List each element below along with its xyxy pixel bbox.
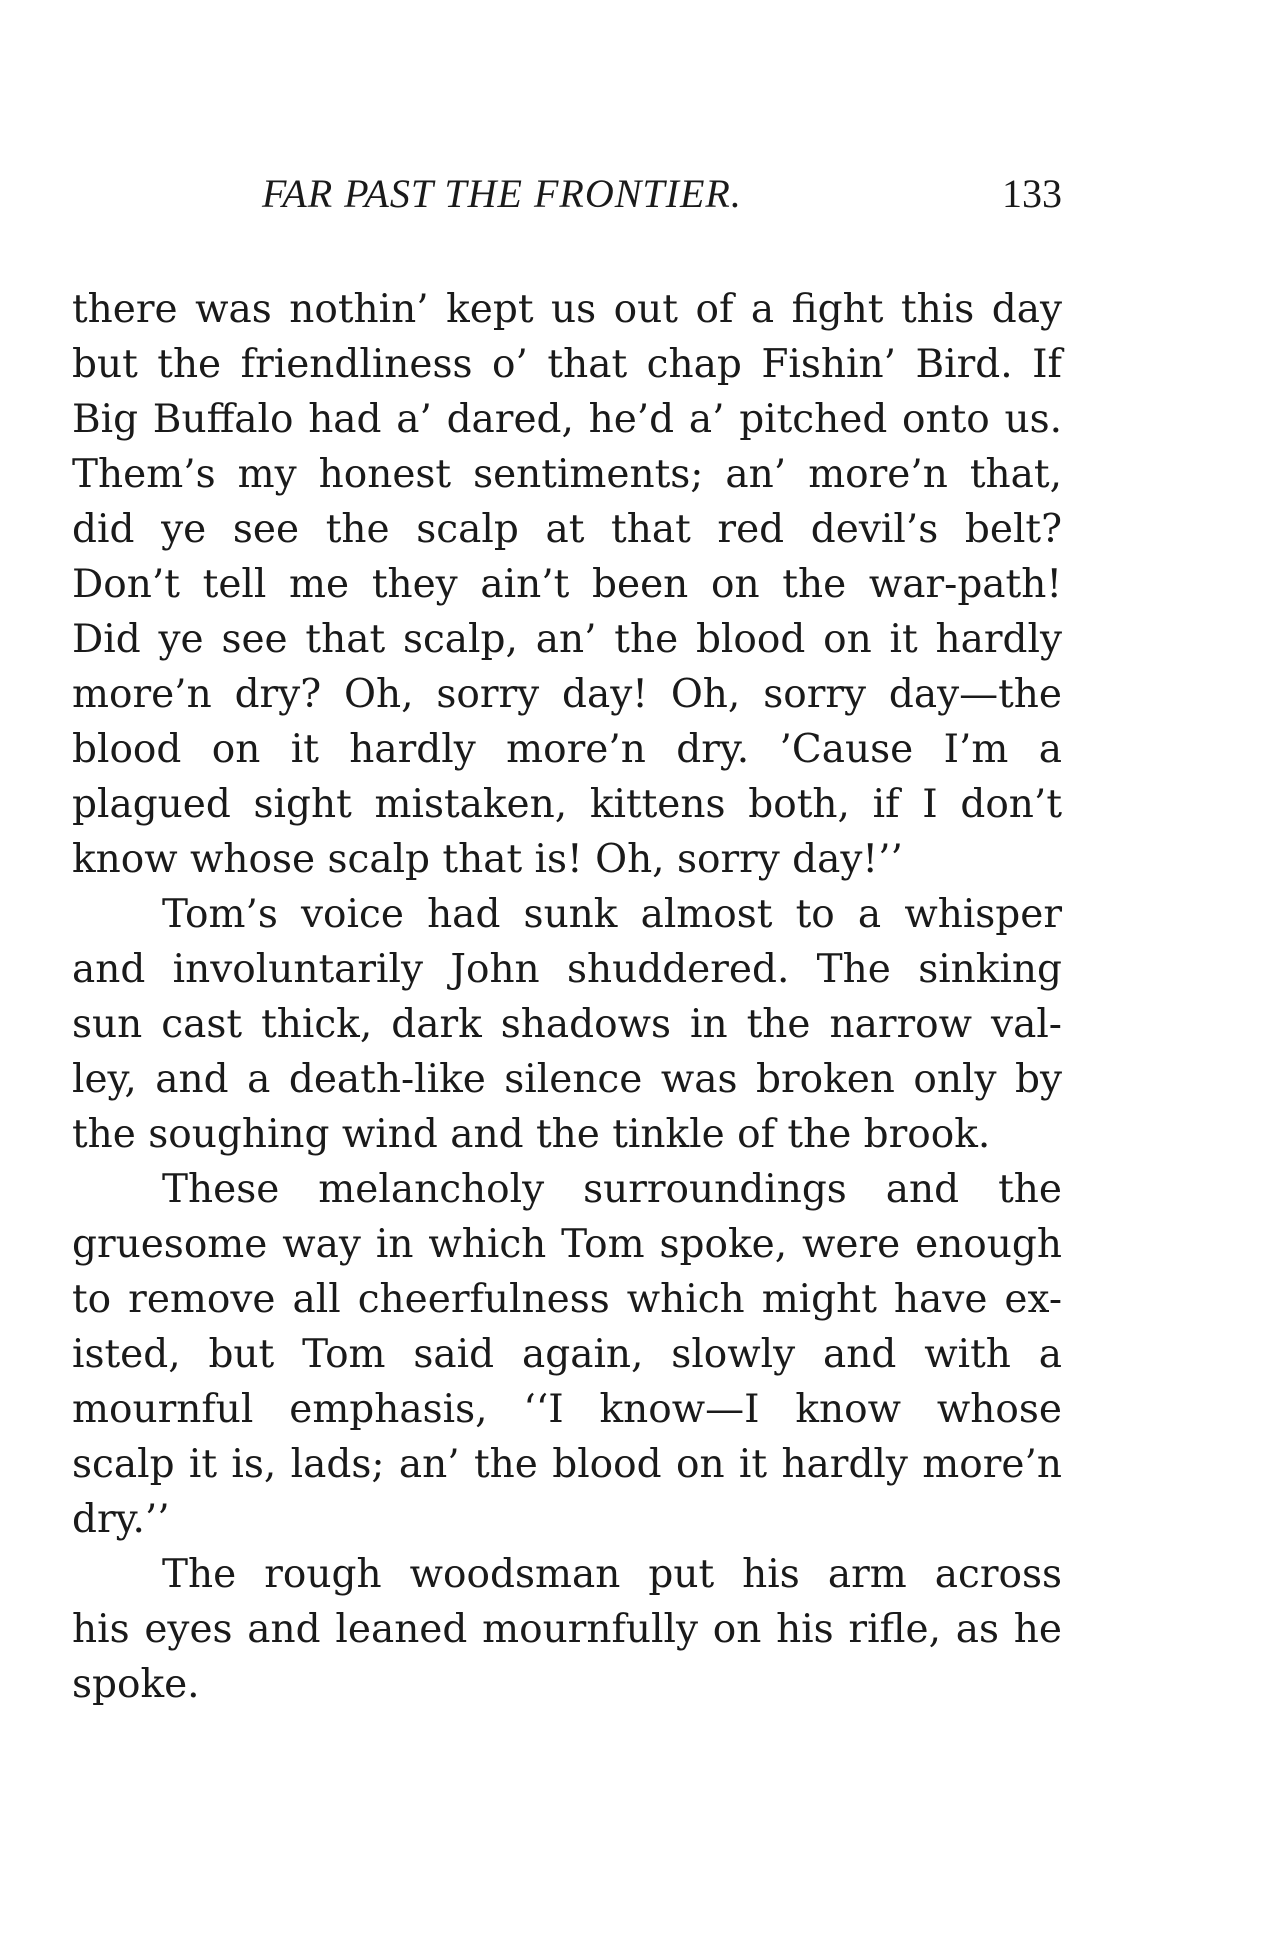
text-line: more’n dry? Oh, sorry day! Oh, sorry day—the (72, 672, 1062, 717)
text-line: dry.’’ (72, 1497, 170, 1542)
text-line: isted, but Tom said again, slowly and with a (72, 1332, 1062, 1377)
text-line: and involuntarily John shuddered. The sinking (72, 947, 1062, 992)
text-line: sun cast thick, dark shadows in the narrow val- (72, 1002, 1062, 1047)
text-line: Did ye see that scalp, an’ the blood on it hardly (72, 617, 1062, 662)
text-line: there was nothin’ kept us out of a fight this day (72, 287, 1062, 332)
text-line: These melancholy surroundings and the (162, 1167, 1062, 1212)
text-line: Don’t tell me they ain’t been on the war-path! (72, 562, 1062, 607)
text-line: gruesome way in which Tom spoke, were enough (72, 1222, 1062, 1267)
text-line: The rough woodsman put his arm across (162, 1552, 1062, 1597)
text-line: mournful emphasis, ‘‘I know—I know whose (72, 1387, 1062, 1432)
text-line: his eyes and leaned mournfully on his rifle, as he (72, 1607, 1062, 1652)
text-line: but the friendliness o’ that chap Fishin’ Bird. If (72, 342, 1062, 387)
running-title: FAR PAST THE FRONTIER. (262, 171, 742, 216)
text-line: Tom’s voice had sunk almost to a whisper (162, 892, 1062, 937)
text-line: Them’s my honest sentiments; an’ more’n that, (72, 452, 1062, 497)
text-line: spoke. (72, 1662, 200, 1707)
body-text (72, 282, 1062, 1712)
text-line: scalp it is, lads; an’ the blood on it hardly more’n (72, 1442, 1062, 1487)
running-head (72, 170, 1062, 230)
page-number: 133 (1002, 171, 1062, 216)
text-line: to remove all cheerfulness which might have ex- (72, 1277, 1062, 1322)
text-line: plagued sight mistaken, kittens both, if I don’t (72, 782, 1062, 827)
text-line: did ye see the scalp at that red devil’s belt? (72, 507, 1062, 552)
text-line: blood on it hardly more’n dry. ’Cause I’m a (72, 727, 1062, 772)
text-line: Big Buffalo had a’ dared, he’d a’ pitched onto us. (72, 397, 1062, 442)
text-line: the soughing wind and the tinkle of the brook. (72, 1112, 991, 1157)
text-line: know whose scalp that is! Oh, sorry day!’’ (72, 837, 903, 882)
text-line: ley, and a death-like silence was broken only by (72, 1057, 1062, 1102)
